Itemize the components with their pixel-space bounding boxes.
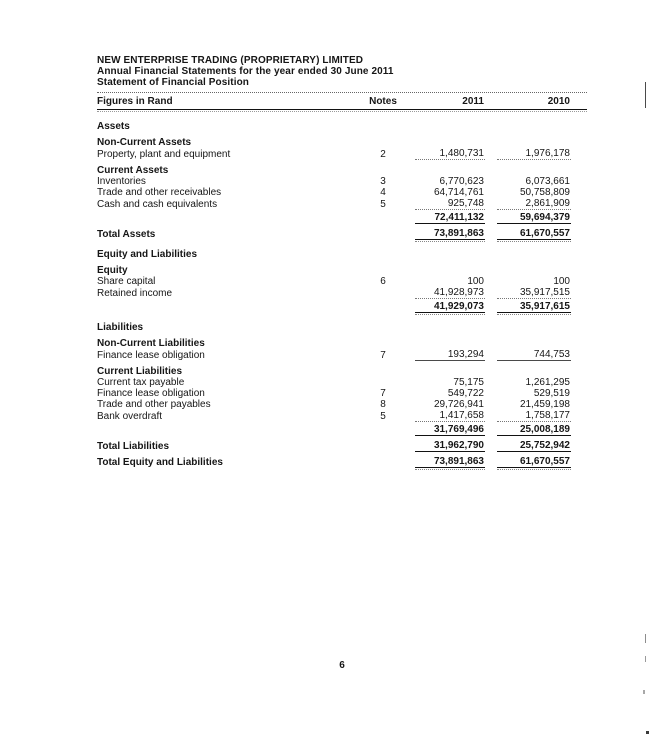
section-heading-equity-and-liabilities <box>97 249 587 260</box>
amount-2010: 744,753 <box>497 349 571 361</box>
table-row <box>97 377 587 388</box>
header-rule <box>97 111 587 112</box>
row-label: Trade and other payables <box>97 399 211 410</box>
amount-2011: 75,175 <box>453 377 484 388</box>
amount-2010: 35,917,615 <box>497 301 571 313</box>
row-label: Assets <box>97 121 130 132</box>
row-label: Liabilities <box>97 322 144 333</box>
subsection-heading-non-current-liabilities <box>97 338 587 349</box>
row-label: Share capital <box>97 276 156 287</box>
subtotal-row-current-liabilities <box>97 422 587 436</box>
scan-artifact <box>645 656 646 662</box>
note-cell: 2 <box>380 149 386 160</box>
amount-2011: 64,714,761 <box>433 187 484 198</box>
row-label: Trade and other receivables <box>97 187 222 198</box>
row-label: Non-Current Assets <box>97 137 192 148</box>
row-label: Current tax payable <box>97 377 185 388</box>
amount-2011: 73,891,863 <box>415 456 485 468</box>
section-heading-liabilities <box>97 322 587 333</box>
amount-2010: 100 <box>553 276 570 287</box>
amount-2011: 73,891,863 <box>415 228 485 240</box>
amount-2011: 6,770,623 <box>439 176 484 187</box>
note-cell: 6 <box>380 276 386 287</box>
row-label: Non-Current Liabilities <box>97 338 205 349</box>
company-name: NEW ENTERPRISE TRADING (PROPRIETARY) LIMITED <box>97 55 364 66</box>
table-header-row <box>97 92 587 110</box>
amount-2010: 25,008,189 <box>497 424 571 436</box>
subsection-heading-non-current-assets <box>97 137 587 148</box>
subsection-heading-equity <box>97 265 587 276</box>
amount-2010: 1,976,178 <box>497 148 571 160</box>
amount-2010: 25,752,942 <box>497 440 571 452</box>
column-header-figures-in-rand: Figures in Rand <box>97 96 173 107</box>
table-row <box>97 399 587 410</box>
row-label: Property, plant and equipment <box>97 149 231 160</box>
section-heading-assets <box>97 121 587 132</box>
note-cell: 5 <box>380 411 386 422</box>
scan-artifact <box>645 634 646 643</box>
row-label: Bank overdraft <box>97 411 163 422</box>
amount-2011: 41,928,973 <box>415 287 485 299</box>
table-row <box>97 276 587 287</box>
subtotal-row-current-assets <box>97 210 587 224</box>
note-cell: 5 <box>380 199 386 210</box>
column-header-2010: 2010 <box>547 96 570 107</box>
amount-2010: 2,861,909 <box>497 198 571 210</box>
table-row <box>97 287 587 299</box>
row-label: Cash and cash equivalents <box>97 199 218 210</box>
amount-2011: 29,726,941 <box>433 399 484 410</box>
note-cell: 7 <box>380 350 386 361</box>
row-label: Finance lease obligation <box>97 388 205 399</box>
amount-2010: 35,917,515 <box>497 287 571 299</box>
row-label: Retained income <box>97 288 173 299</box>
row-label: Equity and Liabilities <box>97 249 198 260</box>
row-label: Total Assets <box>97 229 156 240</box>
subsection-heading-current-assets <box>97 165 587 176</box>
row-label: Total Equity and Liabilities <box>97 457 223 468</box>
amount-2011: 31,962,790 <box>415 440 485 452</box>
subsection-heading-current-liabilities <box>97 366 587 377</box>
note-cell: 7 <box>380 388 386 399</box>
column-header-2011: 2011 <box>462 96 484 107</box>
amount-2010: 1,758,177 <box>497 410 571 422</box>
amount-2010: 50,758,809 <box>519 187 570 198</box>
row-label: Finance lease obligation <box>97 350 205 361</box>
row-label: Current Liabilities <box>97 366 183 377</box>
row-label: Equity <box>97 265 128 276</box>
document-header <box>97 55 587 88</box>
total-row-total-equity-and-liabilities <box>97 456 587 468</box>
table-row <box>97 410 587 422</box>
column-header-notes: Notes <box>369 96 397 107</box>
amount-2010: 21,459,198 <box>519 399 570 410</box>
amount-2011: 100 <box>467 276 484 287</box>
table-row <box>97 148 587 160</box>
amount-2011: 31,769,496 <box>415 424 485 436</box>
table-row <box>97 176 587 187</box>
amount-2011: 193,294 <box>415 349 485 361</box>
amount-2011: 41,929,073 <box>415 301 485 313</box>
note-cell: 4 <box>380 187 386 198</box>
amount-2011: 1,480,731 <box>415 148 485 160</box>
row-label: Current Assets <box>97 165 169 176</box>
report-subtitle: Annual Financial Statements for the year ended 30 June 2011 <box>97 66 394 77</box>
table-row <box>97 198 587 210</box>
amount-2010: 61,670,557 <box>497 228 571 240</box>
statement-title: Statement of Financial Position <box>97 77 250 88</box>
amount-2010: 529,519 <box>533 388 570 399</box>
amount-2010: 59,694,379 <box>497 212 571 224</box>
note-cell: 3 <box>380 176 386 187</box>
table-row <box>97 349 587 361</box>
scan-artifact <box>645 82 646 108</box>
scan-artifact <box>643 690 645 694</box>
total-row-total-liabilities <box>97 440 587 452</box>
total-row-total-assets <box>97 228 587 240</box>
row-label: Total Liabilities <box>97 441 170 452</box>
page-number: 6 <box>339 660 345 671</box>
table-row <box>97 187 587 198</box>
amount-2011: 549,722 <box>447 388 484 399</box>
amount-2010: 61,670,557 <box>497 456 571 468</box>
note-cell: 8 <box>380 399 386 410</box>
table-row <box>97 388 587 399</box>
amount-2011: 72,411,132 <box>415 212 485 224</box>
amount-2010: 1,261,295 <box>525 377 570 388</box>
amount-2011: 1,417,658 <box>415 410 485 422</box>
subtotal-row-equity <box>97 299 587 313</box>
amount-2010: 6,073,661 <box>525 176 570 187</box>
row-label: Inventories <box>97 176 146 187</box>
amount-2011: 925,748 <box>415 198 485 210</box>
